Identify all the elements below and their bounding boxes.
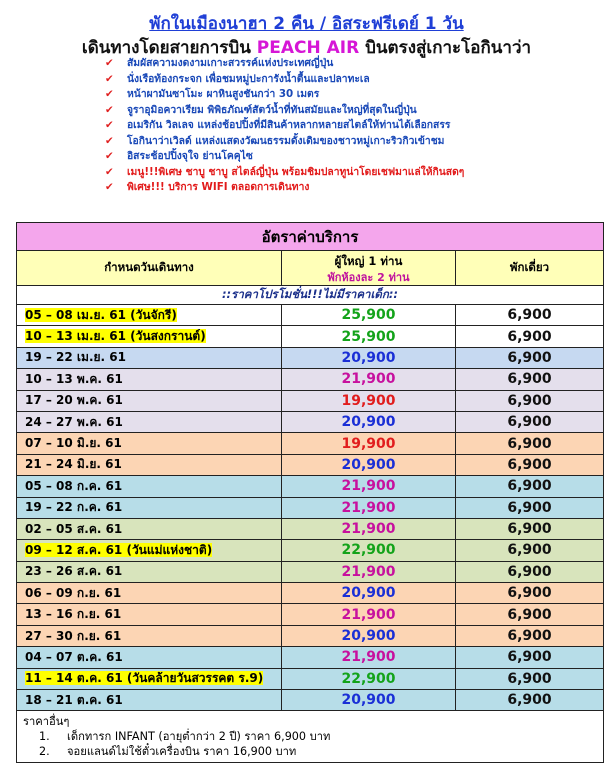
- travel-date: [17, 583, 282, 604]
- checkmark-icon: ✔: [105, 103, 114, 116]
- travel-date-text: 02 – 05 ส.ค. 61: [25, 521, 123, 536]
- adult-price: 20,900: [282, 690, 456, 711]
- other-prices-notes: [17, 711, 604, 763]
- highlight-text: เมนู!!!พิเศษ ชาบู ชาบู สไตล์ญี่ปุ่น พร้อมชิมปลาทูน่าโดยเชฟมาแล่ให้กินสดๆ: [127, 165, 465, 178]
- col-header-single: พักเดี่ยว: [456, 251, 604, 286]
- table-row: [17, 561, 604, 582]
- subtitle-text-end: บินตรงสู่เกาะโอกินาว่า: [359, 38, 532, 58]
- highlight-item: [105, 134, 610, 150]
- travel-date-text: 18 – 21 ต.ค. 61: [25, 692, 123, 707]
- adult-price: 21,900: [282, 518, 456, 539]
- travel-date-text: 06 – 09 ก.ย. 61: [25, 585, 122, 600]
- single-supplement: 6,900: [456, 497, 604, 518]
- adult-price: 20,900: [282, 347, 456, 368]
- highlight-text: โอกินาว่าเวิลด์ แหล่งแสดงวัฒนธรรมดั้งเดิมของชาวหมู่เกาะริวกิวเข้าชม: [127, 134, 445, 147]
- highlight-item: [105, 165, 610, 181]
- table-row: [17, 604, 604, 625]
- travel-date-text: 09 – 12 ส.ค. 61 (วันแม่แห่งชาติ): [25, 542, 213, 557]
- travel-date: [17, 326, 282, 347]
- notes-title: ราคาอื่นๆ: [23, 715, 70, 729]
- adult-price: 21,900: [282, 561, 456, 582]
- travel-date-text: 21 – 24 มิ.ย. 61: [25, 457, 122, 472]
- table-row: [17, 369, 604, 390]
- single-supplement: 6,900: [456, 604, 604, 625]
- adult-price: 19,900: [282, 390, 456, 411]
- table-row: [17, 390, 604, 411]
- adult-price: 20,900: [282, 411, 456, 432]
- table-row: [17, 433, 604, 454]
- note-number: 2.: [39, 745, 50, 759]
- travel-date-text: 19 – 22 ก.ค. 61: [25, 500, 123, 515]
- travel-date: [17, 476, 282, 497]
- checkmark-icon: ✔: [105, 134, 114, 147]
- adult-price: 22,900: [282, 540, 456, 561]
- single-supplement: 6,900: [456, 369, 604, 390]
- travel-date-text: 10 – 13 เม.ย. 61 (วันสงกรานต์): [25, 329, 206, 344]
- table-row: [17, 647, 604, 668]
- highlight-item: [105, 180, 610, 196]
- col-header-adult-sub: พักห้องละ 2 ท่าน: [327, 270, 410, 284]
- checkmark-icon: ✔: [105, 165, 114, 178]
- single-supplement: 6,900: [456, 433, 604, 454]
- travel-date: [17, 497, 282, 518]
- travel-date: [17, 647, 282, 668]
- travel-date: [17, 454, 282, 475]
- adult-price: 21,900: [282, 604, 456, 625]
- single-supplement: 6,900: [456, 583, 604, 604]
- single-supplement: 6,900: [456, 561, 604, 582]
- travel-date-text: 10 – 13 พ.ค. 61: [25, 371, 123, 386]
- airline-brand: PEACH AIR: [256, 38, 360, 58]
- highlight-item: [105, 149, 610, 165]
- single-supplement: 6,900: [456, 668, 604, 689]
- highlight-item: [105, 56, 610, 72]
- adult-price: 22,900: [282, 668, 456, 689]
- table-title: อัตราค่าบริการ: [17, 223, 604, 251]
- highlight-text: พิเศษ!!! บริการ WIFI ตลอดการเดินทาง: [127, 181, 310, 193]
- table-row: [17, 347, 604, 368]
- highlight-text: หน้าผามันซาโมะ ผาหินสูงชันกว่า 30 เมตร: [127, 88, 320, 100]
- table-row: [17, 305, 604, 326]
- travel-date: [17, 561, 282, 582]
- highlight-item: [105, 72, 610, 88]
- travel-date: [17, 625, 282, 646]
- table-row: [17, 668, 604, 689]
- checkmark-icon: ✔: [105, 181, 114, 193]
- travel-date-text: 19 – 22 เม.ย. 61: [25, 350, 126, 365]
- table-row: [17, 476, 604, 497]
- highlight-item: [105, 118, 610, 134]
- travel-date: [17, 347, 282, 368]
- subtitle-text: เดินทางโดยสายการบิน: [81, 38, 257, 58]
- table-row: [17, 583, 604, 604]
- adult-price: 25,900: [282, 305, 456, 326]
- single-supplement: 6,900: [456, 647, 604, 668]
- travel-date-text: 07 – 10 มิ.ย. 61: [25, 436, 122, 451]
- promo-banner: ::ราคาโปรโมชั่น!!!ไม่มีราคาเด็ก::: [17, 286, 604, 305]
- highlight-text: นั่งเรือท้องกระจก เพื่อชมหมู่ปะการังน้ำตื้นและปลาทะเล: [127, 72, 370, 85]
- note-text: เด็กทารก INFANT (อายุต่ำกว่า 2 ปี) ราคา 6,900 บาท: [67, 730, 331, 744]
- checkmark-icon: ✔: [105, 88, 114, 100]
- travel-date: [17, 518, 282, 539]
- table-row: [17, 518, 604, 539]
- single-supplement: 6,900: [456, 305, 604, 326]
- col-header-date: กำหนดวันเดินทาง: [17, 251, 282, 286]
- single-supplement: 6,900: [456, 326, 604, 347]
- single-supplement: 6,900: [456, 454, 604, 475]
- adult-price: 21,900: [282, 476, 456, 497]
- travel-date: [17, 540, 282, 561]
- travel-date-text: 24 – 27 พ.ค. 61: [25, 414, 123, 429]
- note-item: [23, 744, 597, 759]
- table-row: [17, 411, 604, 432]
- travel-date-text: 11 – 14 ต.ค. 61 (วันคล้ายวันสวรรคต ร.9): [25, 671, 264, 686]
- single-supplement: 6,900: [456, 390, 604, 411]
- single-supplement: 6,900: [456, 625, 604, 646]
- travel-date: [17, 305, 282, 326]
- note-item: [23, 729, 597, 744]
- travel-date: [17, 668, 282, 689]
- travel-date-text: 23 – 26 ส.ค. 61: [25, 564, 123, 579]
- travel-date-text: 05 – 08 เม.ย. 61 (วันจักรี): [25, 307, 177, 322]
- table-row: [17, 690, 604, 711]
- single-supplement: 6,900: [456, 347, 604, 368]
- travel-date: [17, 369, 282, 390]
- travel-date: [17, 604, 282, 625]
- checkmark-icon: ✔: [105, 57, 114, 69]
- adult-price: 25,900: [282, 326, 456, 347]
- single-supplement: 6,900: [456, 518, 604, 539]
- highlight-text: สัมผัสความงดงามเกาะสวรรค์แห่งประเทศญี่ปุ่น: [127, 57, 334, 69]
- travel-date-text: 17 – 20 พ.ค. 61: [25, 393, 123, 408]
- travel-date: [17, 690, 282, 711]
- price-table: [16, 222, 604, 763]
- checkmark-icon: ✔: [105, 150, 114, 162]
- adult-price: 21,900: [282, 497, 456, 518]
- adult-price: 21,900: [282, 647, 456, 668]
- single-supplement: 6,900: [456, 690, 604, 711]
- highlight-item: [105, 87, 610, 103]
- highlight-text: อิสระช้อปปิ้งจุใจ ย่านโคคุไซ: [127, 150, 253, 162]
- checkmark-icon: ✔: [105, 119, 114, 131]
- travel-date: [17, 390, 282, 411]
- table-row: [17, 540, 604, 561]
- note-text: จอยแลนด์ไม่ใช้ตั๋วเครื่องบิน ราคา 16,900 บาท: [67, 745, 297, 759]
- checkmark-icon: ✔: [105, 72, 114, 85]
- single-supplement: 6,900: [456, 540, 604, 561]
- adult-price: 21,900: [282, 369, 456, 390]
- adult-price: 20,900: [282, 625, 456, 646]
- single-supplement: 6,900: [456, 411, 604, 432]
- col-header-adult: [282, 251, 456, 286]
- table-row: [17, 326, 604, 347]
- page-title: พักในเมืองนาฮา 2 คืน / อิสระฟรีเดย์ 1 วัน: [149, 14, 464, 34]
- table-row: [17, 454, 604, 475]
- adult-price: 20,900: [282, 583, 456, 604]
- highlight-text: จูราอุมิอควาเรียม พิพิธภัณฑ์สัตว์น้ำที่ทันสมัยและใหญ่ที่สุดในญี่ปุ่น: [127, 103, 417, 116]
- travel-date-text: 27 – 30 ก.ย. 61: [25, 628, 122, 643]
- adult-price: 19,900: [282, 433, 456, 454]
- adult-price: 20,900: [282, 454, 456, 475]
- travel-date-text: 05 – 08 ก.ค. 61: [25, 478, 123, 493]
- table-row: [17, 625, 604, 646]
- travel-date-text: 13 – 16 ก.ย. 61: [25, 607, 122, 622]
- col-header-adult-label: ผู้ใหญ่ 1 ท่าน: [334, 253, 403, 268]
- note-number: 1.: [39, 730, 50, 744]
- highlight-item: [105, 103, 610, 119]
- single-supplement: 6,900: [456, 476, 604, 497]
- highlight-text: อเมริกัน วิลเลจ แหล่งช้อปปิ้งที่มีสินค้าหลากหลายสไตล์ให้ท่านได้เลือกสรร: [127, 119, 451, 131]
- travel-date: [17, 433, 282, 454]
- highlight-list: [105, 56, 610, 196]
- travel-date-text: 04 – 07 ต.ค. 61: [25, 649, 123, 664]
- travel-date: [17, 411, 282, 432]
- table-row: [17, 497, 604, 518]
